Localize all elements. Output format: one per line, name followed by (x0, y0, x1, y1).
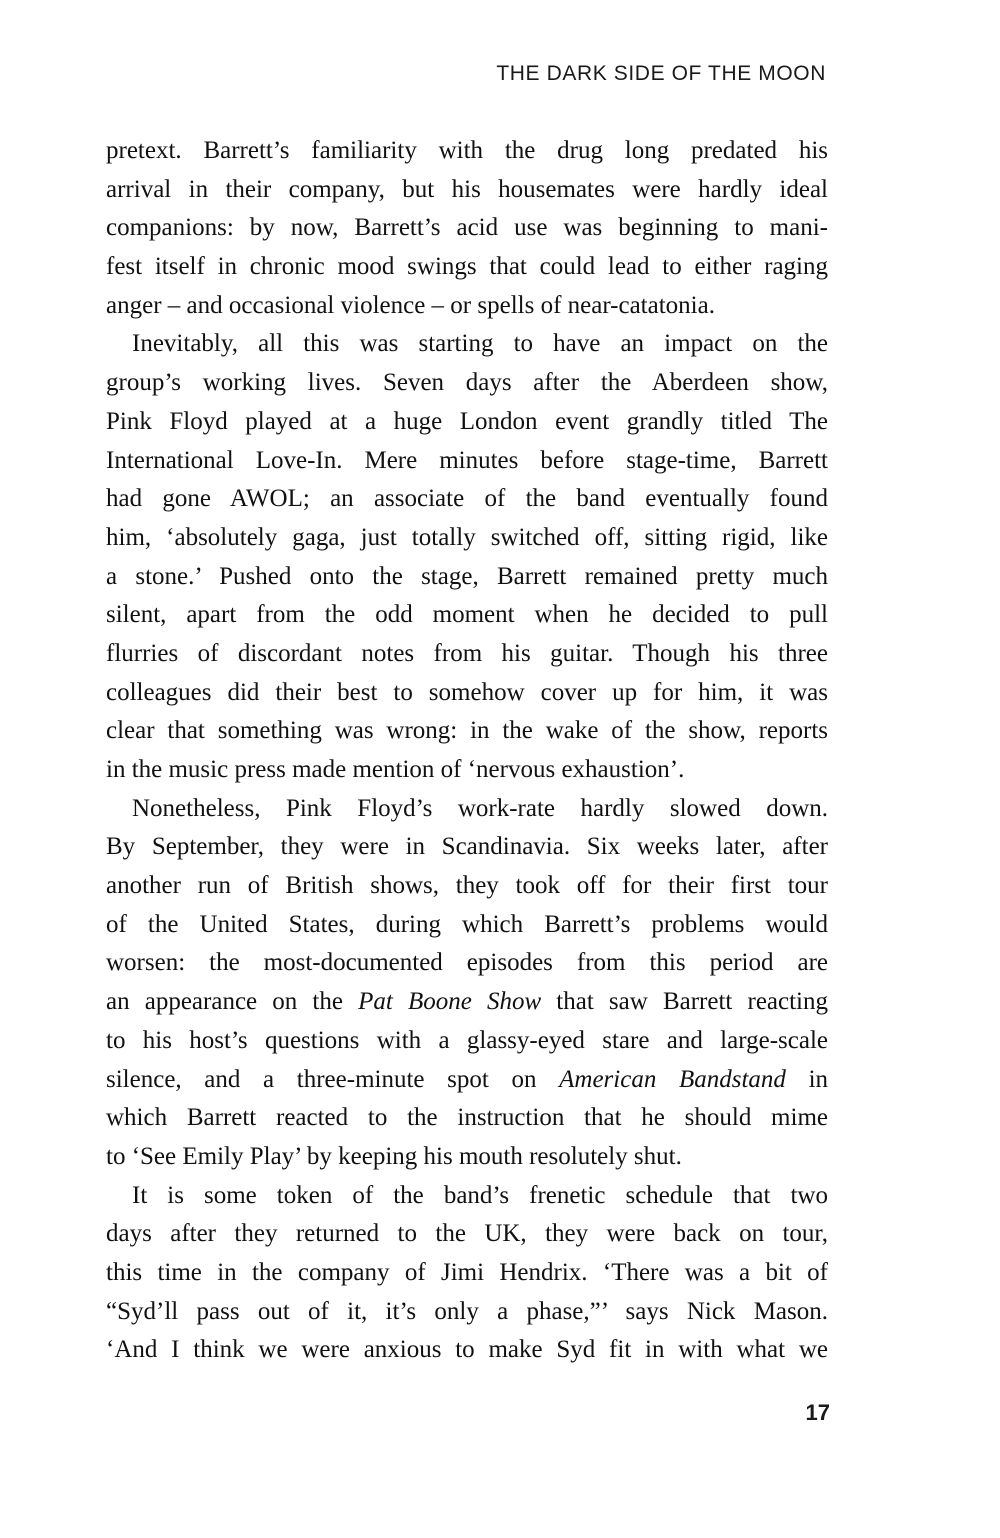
text-line: fest itself in chronic mood swings that could lead to either raging (106, 253, 828, 281)
text-line: companions: by now, Barrett’s acid use was beginning to mani- (106, 214, 828, 242)
text-line: group’s working lives. Seven days after the Aberdeen show, (106, 369, 828, 397)
text-line: a stone.’ Pushed onto the stage, Barrett remained pretty much (106, 562, 828, 590)
text-line: colleagues did their best to somehow cover up for him, it was (106, 678, 828, 706)
text-line: “Syd’ll pass out of it, it’s only a phase,”’ says Nick Mason. (106, 1297, 828, 1325)
text-line: another run of British shows, they took off for their first tour (106, 872, 828, 900)
text-line: Nonetheless, Pink Floyd’s work-rate hardly slowed down. (132, 794, 828, 822)
text-line: worsen: the most-documented episodes from this period are (106, 949, 828, 977)
text-line: Inevitably, all this was starting to have an impact on the (132, 330, 828, 358)
text-line: an appearance on the Pat Boone Show that saw Barrett reacting (106, 988, 828, 1016)
text-line: pretext. Barrett’s familiarity with the drug long predated his (106, 137, 828, 164)
text-line: days after they returned to the UK, they were back on tour, (106, 1220, 828, 1248)
text-line: silence, and a three-minute spot on American Bandstand in (106, 1065, 829, 1093)
text-line: clear that something was wrong: in the wake of the show, reports (106, 717, 828, 745)
text-line: anger – and occasional violence – or spells of near-catatonia. (106, 291, 715, 319)
text-line: him, ‘absolutely gaga, just totally switched off, sitting rigid, like (106, 523, 828, 551)
text-line: It is some token of the band’s frenetic schedule that two (132, 1181, 828, 1209)
text-line: Pink Floyd played at a huge London event grandly titled The (106, 407, 828, 435)
text-line: to his host’s questions with a glassy-eyed stare and large-scale (106, 1026, 828, 1054)
body-text (106, 132, 828, 1370)
text-line: ‘And I think we were anxious to make Syd fit in with what we (106, 1336, 828, 1364)
text-line: this time in the company of Jimi Hendrix. ‘There was a bit of (106, 1258, 828, 1286)
text-line: arrival in their company, but his housemates were hardly ideal (106, 175, 828, 203)
page-number: 17 (805, 1400, 830, 1425)
text-line: International Love-In. Mere minutes before stage-time, Barrett (106, 446, 828, 474)
text-line: had gone AWOL; an associate of the band eventually found (106, 485, 828, 513)
text-line: in the music press made mention of ‘nervous exhaustion’. (106, 756, 685, 783)
running-head: THE DARK SIDE OF THE MOON (496, 62, 826, 85)
italic-title: American Bandstand (559, 1065, 786, 1093)
italic-title: Pat Boone Show (358, 988, 542, 1016)
text-line: which Barrett reacted to the instruction that he should mime (106, 1104, 828, 1132)
text-line: silent, apart from the odd moment when he decided to pull (106, 601, 828, 629)
text-line: to ‘See Emily Play’ by keeping his mouth resolutely shut. (106, 1142, 682, 1170)
text-line: of the United States, during which Barrett’s problems would (106, 910, 828, 938)
text-line: flurries of discordant notes from his guitar. Though his three (106, 639, 828, 667)
text-line: By September, they were in Scandinavia. Six weeks later, after (106, 833, 828, 861)
